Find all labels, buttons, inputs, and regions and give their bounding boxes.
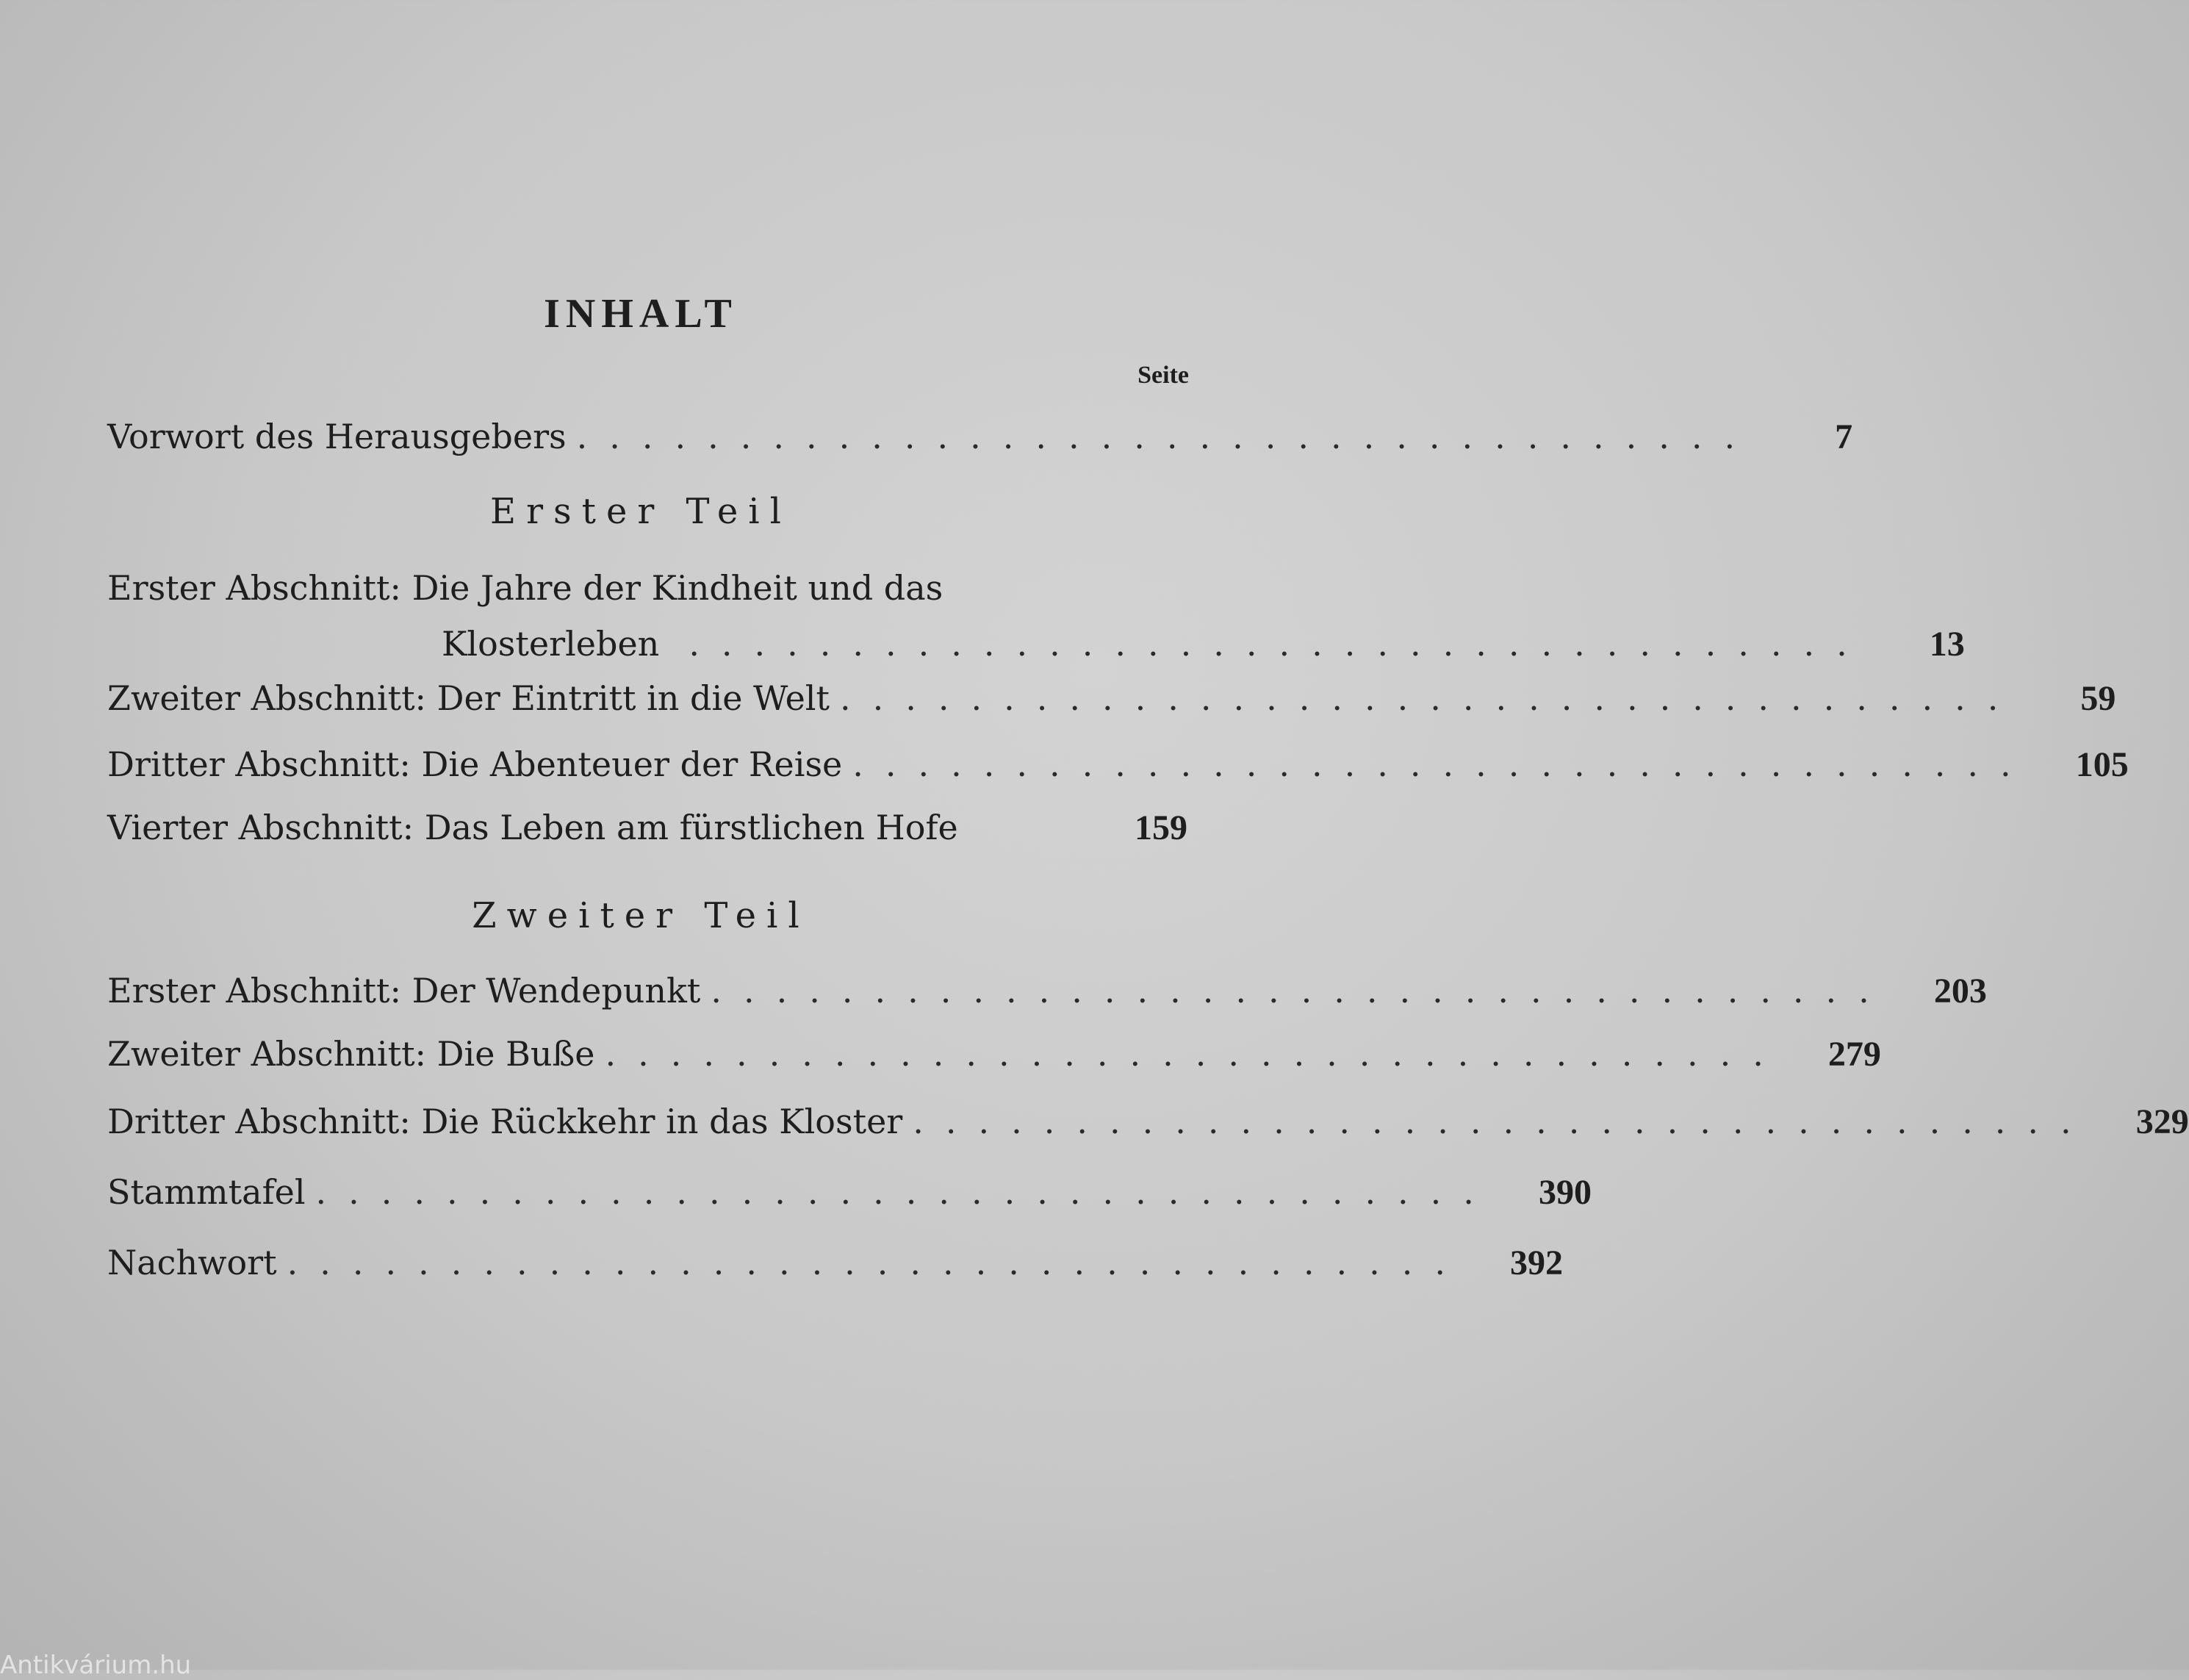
toc-entry-page: 159 bbox=[1135, 808, 1187, 847]
toc-entry-label-continued: Klosterleben bbox=[442, 624, 660, 664]
toc-entry bbox=[107, 560, 1965, 672]
toc-entry-page: 279 bbox=[1827, 1035, 1881, 1074]
watermark: Antikvárium.hu bbox=[0, 1651, 192, 1680]
dot-leader: .................................... bbox=[689, 624, 1869, 664]
toc-entry-label: Vorwort des Herausgebers bbox=[107, 417, 567, 456]
toc-entry bbox=[107, 409, 1853, 465]
toc-entry bbox=[107, 800, 1187, 856]
part-heading-2: Zweiter Teil bbox=[472, 895, 810, 936]
toc-entry-label: Dritter Abschnitt: Die Abenteuer der Reise bbox=[107, 744, 843, 784]
dot-leader: .................................... bbox=[315, 1172, 1496, 1212]
dot-leader: .................................... bbox=[840, 678, 2021, 718]
toc-entry-label: Zweiter Abschnitt: Der Eintritt in die Welt bbox=[107, 678, 830, 718]
toc-entry-page: 59 bbox=[2080, 679, 2116, 718]
toc-entry-label: Stammtafel bbox=[107, 1172, 306, 1212]
page-column-header: Seite bbox=[1137, 362, 1189, 389]
toc-entry-page: 392 bbox=[1510, 1243, 1564, 1282]
toc-entry-page: 13 bbox=[1929, 625, 1965, 664]
dot-leader: .................................... bbox=[605, 1034, 1786, 1074]
dot-leader: .................................... bbox=[913, 1102, 2093, 1141]
toc-entry bbox=[107, 670, 2116, 727]
toc-entry bbox=[107, 1094, 2189, 1150]
toc-entry-label: Dritter Abschnitt: Die Rückkehr in das Kloster bbox=[107, 1102, 903, 1141]
dot-leader: .................................... bbox=[711, 971, 1891, 1010]
toc-entry bbox=[107, 1164, 1592, 1221]
dot-leader: .................................... bbox=[287, 1243, 1468, 1282]
toc-entry bbox=[107, 963, 1987, 1019]
toc-entry-page: 390 bbox=[1538, 1173, 1592, 1212]
toc-entry-label: Vierter Abschnitt: Das Leben am fürstlichen Hofe bbox=[107, 808, 958, 847]
toc-entry-label: Erster Abschnitt: Der Wendepunkt bbox=[107, 971, 701, 1010]
toc-entry-page: 329 bbox=[2135, 1102, 2189, 1141]
toc-entry-page: 7 bbox=[1835, 417, 1853, 456]
toc-entry-label: Erster Abschnitt: Die Jahre der Kindheit und das bbox=[107, 568, 943, 608]
dot-leader: .................................... bbox=[576, 417, 1758, 456]
part-heading-1: Erster Teil bbox=[490, 491, 791, 532]
toc-entry-page: 203 bbox=[1933, 972, 1987, 1010]
page-title: INHALT bbox=[544, 291, 738, 337]
toc-entry-label: Zweiter Abschnitt: Die Buße bbox=[107, 1034, 595, 1074]
toc-entry-label: Nachwort bbox=[107, 1243, 277, 1282]
toc-entry-page: 105 bbox=[2075, 745, 2129, 784]
dot-leader: .................................... bbox=[852, 744, 2033, 784]
toc-entry bbox=[107, 1235, 1564, 1291]
toc-entry bbox=[107, 736, 2129, 793]
toc-entry bbox=[107, 1026, 1881, 1083]
